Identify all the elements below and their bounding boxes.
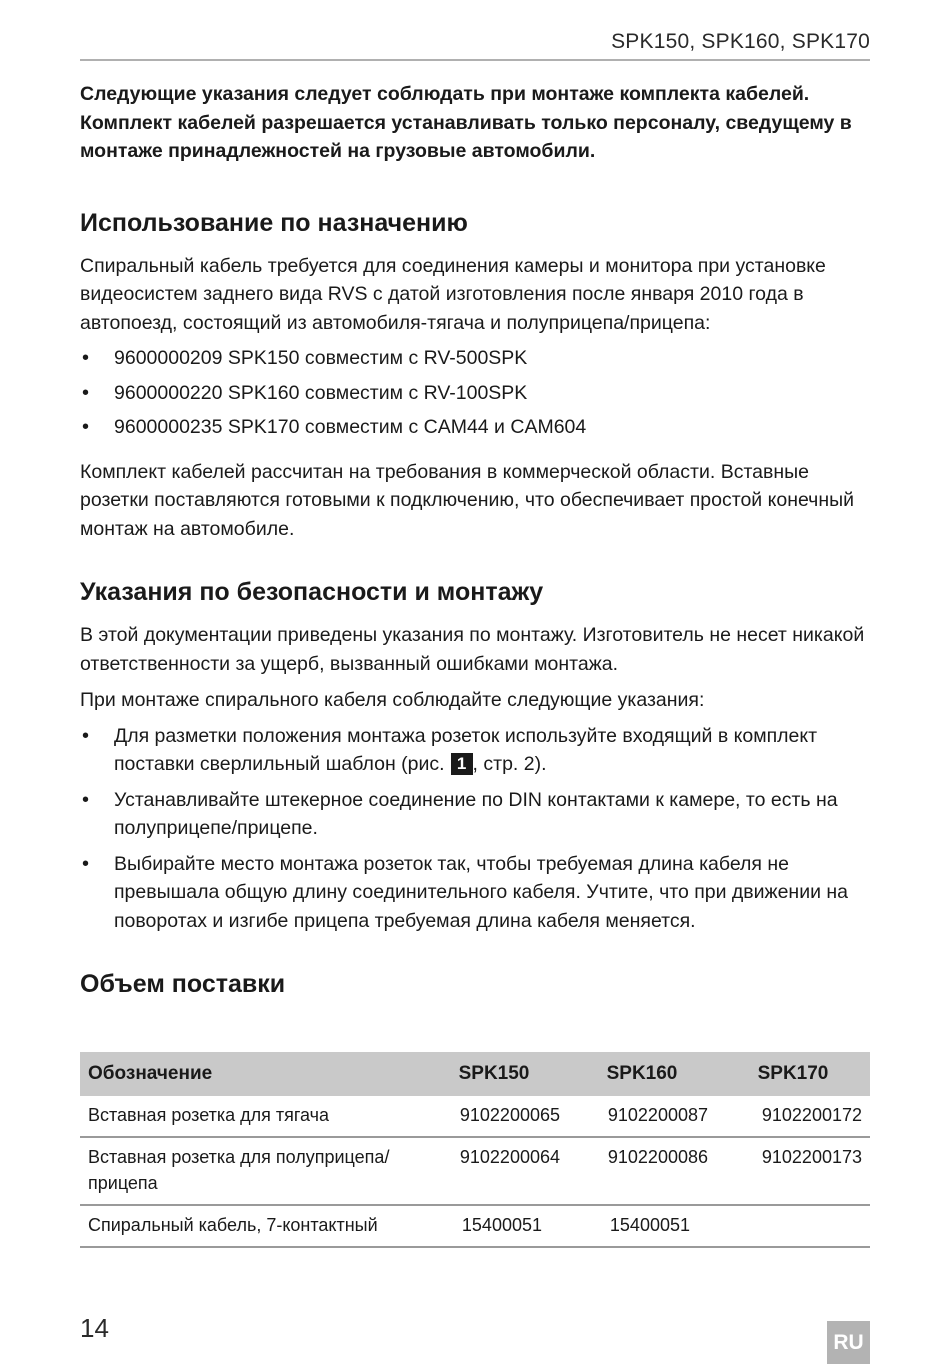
- table-cell: 15400051: [568, 1205, 716, 1247]
- column-header: SPK170: [716, 1052, 870, 1096]
- language-badge: RU: [827, 1321, 870, 1364]
- list-item-text: 9600000209 SPK150 совместим с RV-500SPK: [114, 347, 528, 369]
- table-header-row: [80, 1052, 870, 1096]
- table-cell: 9102200172: [716, 1096, 870, 1137]
- table-cell: 9102200065: [420, 1096, 568, 1137]
- list-item: [80, 786, 870, 843]
- table-row: [80, 1205, 870, 1247]
- bullet-icon: •: [82, 381, 90, 404]
- section-title-scope-of-delivery: Объем поставки: [80, 970, 286, 998]
- scope-of-delivery-table: [80, 1052, 870, 1248]
- list-item-text: , стр. 2).: [472, 753, 547, 775]
- table-row: [80, 1137, 870, 1205]
- bullet-icon: •: [82, 347, 90, 369]
- safety-paragraph: В этой документации приведены указания по монтажу. Изготовитель не несет никакой ответственности за ущерб, вызванный ошибками монтажа.: [80, 624, 865, 675]
- commercial-use-paragraph: Комплект кабелей рассчитан на требования в коммерческой области. Вставные розетки поставляются готовыми к подключению, что обеспечивает простой конечный монтаж на автомобиле.: [80, 460, 854, 540]
- intro-notice: Следующие указания следует соблюдать при монтаже комплекта кабелей. Комплект кабелей разрешается устанавливать только персоналу, сведущему в монтаже принадлежностей на грузовые автомобили.: [80, 83, 852, 162]
- figure-reference-badge: 1: [451, 753, 473, 775]
- list-item: [80, 722, 870, 779]
- list-item-text: Для разметки положения монтажа розеток используйте входящий в комплект поставки сверлильный шаблон (рис.: [114, 724, 818, 775]
- section-title-intended-use: Использование по назначению: [80, 208, 468, 237]
- document-body: [80, 80, 870, 999]
- table-cell: Вставная розетка для полуприцепа/прицепа: [80, 1137, 420, 1205]
- list-item-text: Выбирайте место монтажа розеток так, чтобы требуемая длина кабеля не превышала общую длину соединительного кабеля. Учтите, что при движении на поворотах и изгибе прицепа требуемая длина кабеля меняется.: [114, 852, 849, 932]
- table-cell: Вставная розетка для тягача: [80, 1096, 420, 1137]
- table-cell: 9102200064: [420, 1137, 568, 1205]
- bullet-icon: •: [82, 788, 90, 811]
- bullet-icon: •: [82, 724, 90, 747]
- list-item: [80, 379, 870, 408]
- installation-list: [80, 722, 870, 936]
- page-number: 14: [80, 1313, 109, 1343]
- bullet-icon: •: [82, 416, 90, 438]
- table-cell: 9102200173: [716, 1137, 870, 1205]
- list-item: [80, 850, 870, 936]
- table-cell: 15400051: [420, 1205, 568, 1247]
- bullet-icon: •: [82, 852, 90, 875]
- column-header: SPK150: [420, 1052, 568, 1096]
- header-models: SPK150, SPK160, SPK170: [611, 30, 870, 53]
- column-header: SPK160: [568, 1052, 716, 1096]
- list-item-text: 9600000235 SPK170 совместим с CAM44 и CAM604: [114, 416, 587, 438]
- header-divider: [80, 59, 870, 61]
- list-item: [80, 344, 870, 373]
- table-cell: 9102200087: [568, 1096, 716, 1137]
- section-title-safety: Указания по безопасности и монтажу: [80, 578, 544, 606]
- table-cell: 9102200086: [568, 1137, 716, 1205]
- table-row: [80, 1096, 870, 1137]
- list-item: [80, 413, 870, 442]
- column-header: Обозначение: [80, 1052, 420, 1096]
- list-item-text: Устанавливайте штекерное соединение по DIN контактами к камере, то есть на полуприцепе/прицепе.: [114, 788, 838, 839]
- compatibility-list: [80, 344, 870, 442]
- installation-intro: При монтаже спирального кабеля соблюдайте следующие указания:: [80, 689, 705, 711]
- table-cell: [716, 1205, 870, 1247]
- table-cell: Спиральный кабель, 7-контактный: [80, 1205, 420, 1247]
- list-item-text: 9600000220 SPK160 совместим с RV-100SPK: [114, 381, 528, 404]
- intended-use-paragraph: Спиральный кабель требуется для соединения камеры и монитора при установке видеосистем заднего вида RVS с датой изготовления после января 2010 года в автопоезд, состоящий из автомобиля-тягача и полуприцепа/прицепа:: [80, 254, 826, 334]
